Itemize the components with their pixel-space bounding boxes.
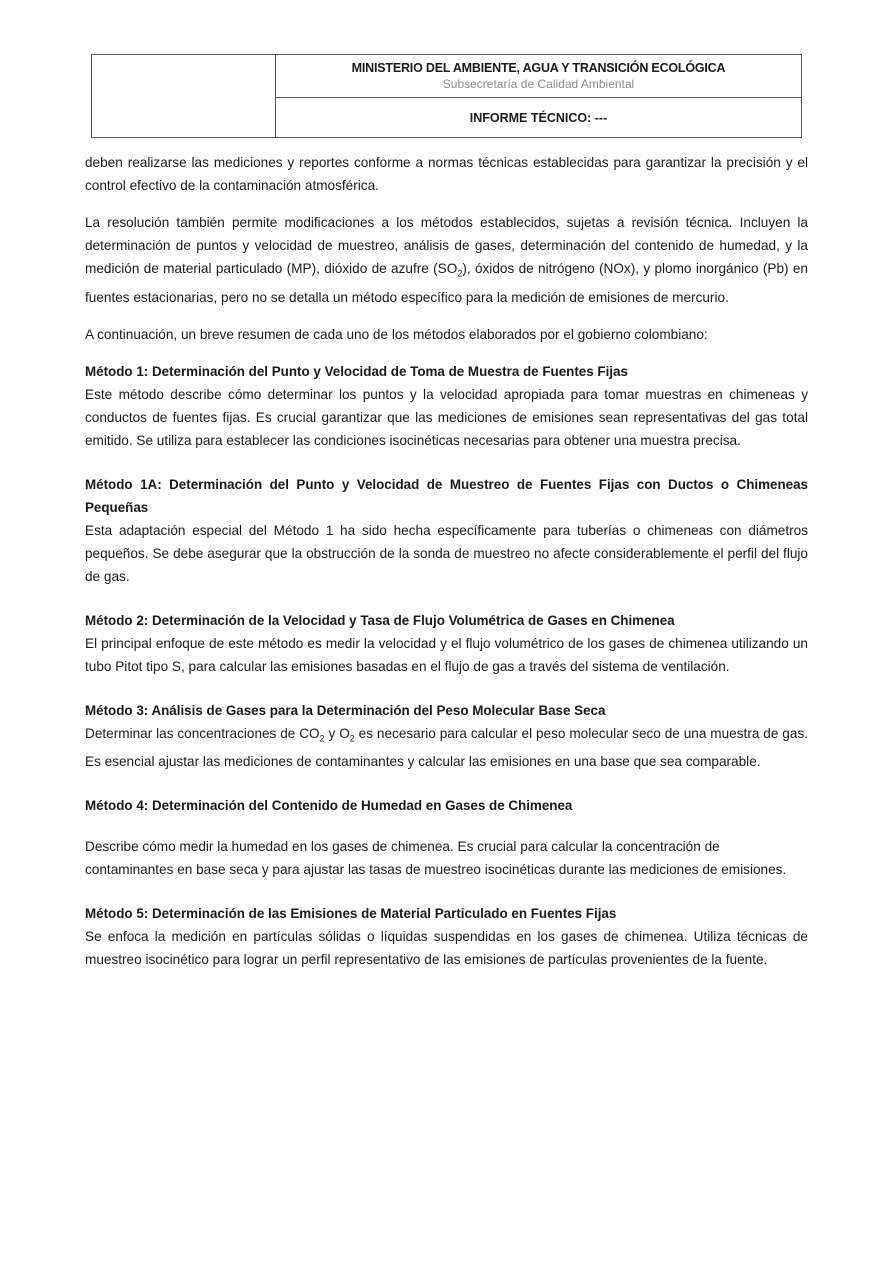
- method-title: Método 5: Determinación de las Emisiones de Material Particulado en Fuentes Fijas: [85, 906, 617, 922]
- intro-paragraph-3: A continuación, un breve resumen de cada uno de los métodos elaborados por el gobierno colombiano:: [85, 326, 708, 342]
- method-body: [85, 722, 808, 774]
- method-2: [85, 609, 808, 678]
- text-span: Determinar las concentraciones de CO: [85, 725, 320, 741]
- intro-paragraph-2: [85, 211, 808, 309]
- method-1a: [85, 473, 808, 588]
- subsecretary-name: Subsecretaría de Calidad Ambiental: [442, 77, 635, 91]
- method-body: Se enfoca la medición en partículas sólidas o líquidas suspendidas en los gases de chimenea. Utiliza técnicas de muestreo isocinético para lograr un perfil representativo de las emisiones de partículas provenientes de la fuente.: [85, 929, 808, 968]
- method-title: Método 1A: Determinación del Punto y Velocidad de Muestreo de Fuentes Fijas con Ductos o Chimeneas Pequeñas: [85, 476, 808, 515]
- method-5: [85, 902, 808, 971]
- method-body: El principal enfoque de este método es medir la velocidad y el flujo volumétrico de los gases de chimenea utilizando un tubo Pitot tipo S, para calcular las emisiones basadas en el flujo de gas a través del sistema de ventilación.: [85, 635, 808, 674]
- method-body: Este método describe cómo determinar los puntos y la velocidad apropiada para tomar muestras en chimeneas y conductos de fuentes fijas. Es crucial garantizar que las mediciones de emisiones sean representativas del gas total emitido. Se utiliza para establecer las condiciones isocinéticas necesarias para obtener una muestra precisa.: [85, 386, 808, 448]
- logo-cell: [92, 55, 276, 137]
- ministry-name: MINISTERIO DEL AMBIENTE, AGUA Y TRANSICIÓN ECOLÓGICA: [351, 61, 726, 75]
- method-3: [85, 699, 808, 774]
- text-span: es necesario para calcular el peso molecular seco de una muestra de gas. Es esencial ajustar las mediciones de contaminantes y calcular las emisiones en una base que sea comparable.: [85, 725, 808, 770]
- method-title: Método 4: Determinación del Contenido de Humedad en Gases de Chimenea: [85, 798, 573, 814]
- method-1: [85, 360, 808, 452]
- text-span: La resolución también permite modificaciones a los métodos establecidos, sujetas a revisión técnica. Incluyen la determinación de puntos y velocidad de muestreo, análisis de gases, determinación del contenido de humedad, y la medición de material particulado (MP), dióxido de azufre (SO: [85, 215, 808, 276]
- text-span: y O: [324, 725, 350, 741]
- header-info: [276, 55, 801, 137]
- method-title: Método 1: Determinación del Punto y Velocidad de Toma de Muestra de Fuentes Fijas: [85, 363, 628, 379]
- method-title: Método 3: Análisis de Gases para la Determinación del Peso Molecular Base Seca: [85, 702, 606, 718]
- method-body: Describe cómo medir la humedad en los gases de chimenea. Es crucial para calcular la concentración de contaminantes en base seca y para ajustar las tasas de muestreo isocinéticas durante las mediciones de emisiones.: [85, 839, 787, 878]
- method-body: Esta adaptación especial del Método 1 ha sido hecha específicamente para tuberías o chimeneas con diámetros pequeños. Se debe asegurar que la obstrucción de la sonda de muestreo no afecte considerablemente el perfil del flujo de gas.: [85, 522, 808, 584]
- subscript: 2: [349, 733, 355, 744]
- document-body: [85, 151, 808, 992]
- report-label: INFORME TÉCNICO: ---: [469, 110, 608, 125]
- document-header: [91, 54, 802, 138]
- header-title-row: [276, 55, 801, 98]
- text-span: ), óxidos de nitrógeno (NOx), y plomo inorgánico (Pb) en fuentes estacionarias, pero no se detalla un método específico para la medición de emisiones de mercurio.: [85, 261, 808, 305]
- subscript: 2: [319, 733, 325, 744]
- intro-paragraph-1: deben realizarse las mediciones y reportes conforme a normas técnicas establecidas para garantizar la precisión y el control efectivo de la contaminación atmosférica.: [85, 155, 808, 193]
- subscript: 2: [457, 268, 463, 279]
- method-title: Método 2: Determinación de la Velocidad y Tasa de Flujo Volumétrica de Gases en Chimenea: [85, 612, 675, 628]
- method-4: [85, 794, 808, 881]
